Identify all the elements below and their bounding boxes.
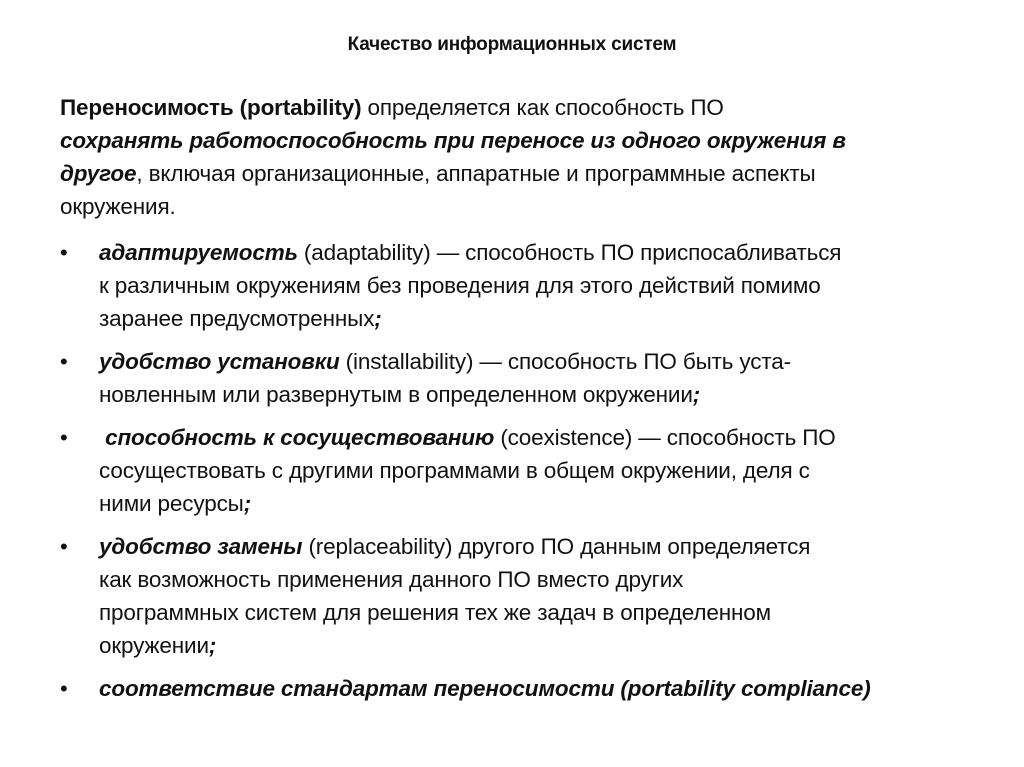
intro-line-4: окружения. [60, 194, 176, 219]
bullet-adaptability-line-3: заранее предусмотренных; [99, 306, 382, 331]
bullet-dot-icon: • [60, 425, 68, 450]
bullet-replaceability-line-4: окружении; [99, 633, 217, 658]
bullet-adaptability-line-1: адаптируемость (adaptability) — способность ПО приспосабливаться [99, 240, 842, 265]
bullet-dot-icon: • [60, 349, 68, 374]
intro-line-2 [60, 126, 846, 156]
bullet-replaceability-line-1: удобство замены (replaceability) другого ПО данным определяется [99, 534, 811, 559]
bullet-term: способность к сосуществованию [99, 425, 495, 450]
bullet-coexistence-line-2: сосуществовать с другими программами в общем окружении, деля с [99, 458, 810, 483]
bullet-term: адаптируемость [99, 240, 298, 265]
emphasis-text: сохранять работоспособность при переносе из одного окружения в [60, 128, 846, 153]
bullet-dot-icon: • [60, 676, 68, 701]
intro-line-3: другое, включая организационные, аппаратные и программные аспекты [60, 161, 816, 186]
bullet-term: удобство замены [99, 534, 303, 559]
bullet-dot-icon: • [60, 240, 68, 265]
portability-term: Переносимость (portability) [60, 95, 362, 120]
emphasis-text: другое [60, 161, 137, 186]
bullet-replaceability-line-3: программных систем для решения тех же задач в определенном [99, 600, 771, 625]
bullet-adaptability-line-2: к различным окружениям без проведения для этого действий помимо [99, 273, 821, 298]
bullet-replaceability-line-2: как возможность применения данного ПО вместо других [99, 567, 684, 592]
bullet-coexistence-line-1: способность к сосуществованию (coexistence) — способность ПО [99, 425, 836, 450]
bullet-dot-icon: • [60, 534, 68, 559]
slide-title: Качество информационных систем [347, 34, 677, 55]
bullet-installability-line-2: новленным или развернутым в определенном окружении; [99, 382, 701, 407]
bullet-coexistence-line-3: ними ресурсы; [99, 491, 252, 516]
intro-line-1: Переносимость (portability) определяется как способность ПО [60, 95, 724, 120]
bullet-term: соответствие стандартам переносимости (portability compliance) [99, 676, 871, 701]
bullet-term: удобство установки [99, 349, 340, 374]
bullet-installability-line-1: удобство установки (installability) — способность ПО быть уста- [99, 349, 791, 374]
bullet-compliance-line-1 [99, 674, 871, 704]
